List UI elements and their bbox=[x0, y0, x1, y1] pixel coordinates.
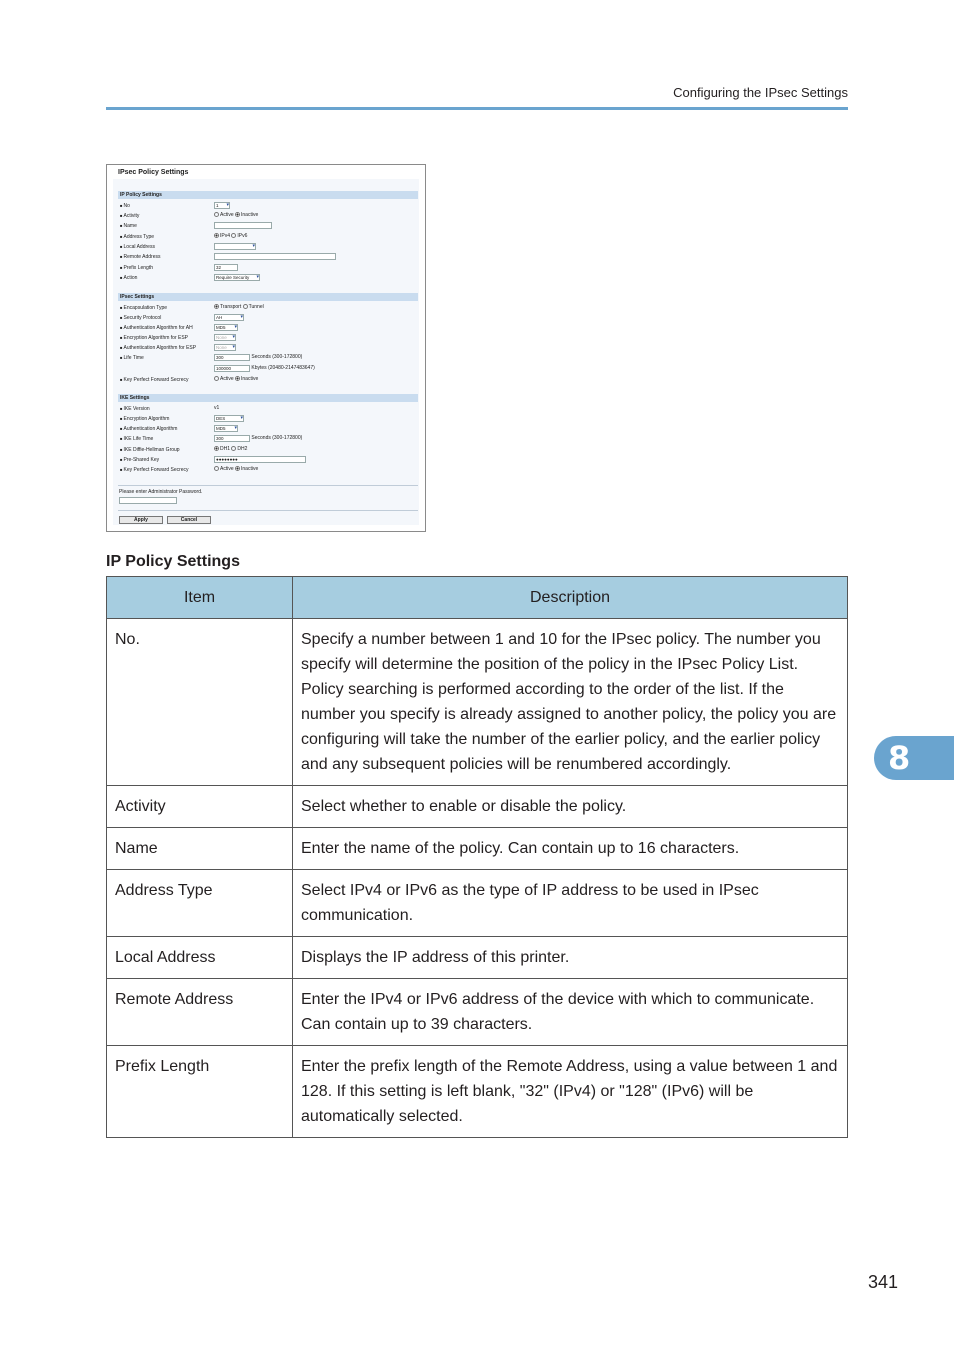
auth-ah-row: ■ Authentication Algorithm for AH MD5 ▾ bbox=[120, 324, 420, 332]
table-cell-item: Address Type bbox=[107, 870, 293, 937]
table-row bbox=[107, 870, 848, 937]
ipsec-policy-screenshot bbox=[106, 164, 426, 532]
enc-esp-select[interactable]: None ▾ bbox=[214, 334, 236, 341]
ike-pfs-active-radio[interactable] bbox=[214, 466, 219, 471]
life-kbytes-input[interactable]: 100000 bbox=[214, 365, 250, 372]
address-type-row: ■ Address Type IPv4 IPv6 bbox=[120, 233, 420, 241]
name-input[interactable] bbox=[214, 222, 272, 229]
section-heading: IP Policy Settings bbox=[106, 553, 240, 570]
table-cell-item: Name bbox=[107, 828, 293, 870]
table-cell-description: Enter the IPv4 or IPv6 address of the device with which to communicate. Can contain up to 39 characters. bbox=[293, 979, 848, 1046]
local-address-row: ■ Local Address ▾ bbox=[120, 243, 420, 251]
ip-policy-settings-table bbox=[106, 576, 848, 1138]
life-kbytes-row: 100000 Kbytes (20480-2147483647) bbox=[216, 365, 315, 371]
table-row bbox=[107, 828, 848, 870]
auth-esp-row: ■ Authentication Algorithm for ESP None ▾ bbox=[120, 344, 420, 352]
table-cell-description: Select whether to enable or disable the policy. bbox=[293, 786, 848, 828]
page-number: 341 bbox=[867, 1272, 898, 1292]
password-prompt: Please enter Administrator Password. bbox=[119, 489, 203, 495]
security-protocol-select[interactable]: AH ▾ bbox=[214, 314, 244, 321]
activity-active-radio[interactable] bbox=[214, 212, 219, 217]
life-time-input[interactable]: 300 bbox=[214, 354, 250, 361]
ike-version-row: ■ IKE Version v1 bbox=[120, 405, 420, 413]
screenshot-divider-2 bbox=[118, 510, 418, 511]
table-row bbox=[107, 1046, 848, 1138]
table-header-row bbox=[107, 577, 848, 619]
remote-address-input[interactable] bbox=[214, 253, 336, 260]
ike-dh-row: ■ IKE Diffie-Hellman Group DH1 DH2 bbox=[120, 446, 420, 454]
header-description: Description bbox=[293, 577, 848, 619]
apply-button[interactable]: Apply bbox=[119, 516, 163, 524]
ike-life-input[interactable]: 300 bbox=[214, 435, 250, 442]
table-cell-description: Specify a number between 1 and 10 for the IPsec policy. The number you specify will determine the position of the policy in the IPsec Policy List. Policy searching is performed according to the order of the list. If the number you specify is already assigned to another policy, the policy you are configuring will take the number of the earlier policy, and the earlier policy and any subsequent policies will be renumbered accordingly. bbox=[293, 619, 848, 786]
auth-ah-select[interactable]: MD5 ▾ bbox=[214, 324, 238, 331]
ike-pfs-inactive-radio[interactable] bbox=[235, 466, 240, 471]
no-row: ■ No 1 ▾ bbox=[120, 202, 420, 210]
remote-address-row: ■ Remote Address bbox=[120, 253, 420, 261]
table-cell-item: No. bbox=[107, 619, 293, 786]
psk-row: ■ Pre-Shared Key ●●●●●●●● bbox=[120, 456, 420, 464]
ike-enc-row: ■ Encryption Algorithm DES ▾ bbox=[120, 415, 420, 423]
activity-row: ■ Activity Active Inactive bbox=[120, 212, 420, 220]
table-row bbox=[107, 979, 848, 1046]
auth-esp-select[interactable]: None ▾ bbox=[214, 344, 236, 351]
table-cell-item: Prefix Length bbox=[107, 1046, 293, 1138]
ipv4-radio[interactable] bbox=[214, 233, 219, 238]
dh2-radio[interactable] bbox=[231, 446, 236, 451]
screenshot-divider bbox=[118, 485, 418, 486]
cancel-button[interactable]: Cancel bbox=[167, 516, 211, 524]
screenshot-title: IPsec Policy Settings bbox=[118, 169, 189, 176]
table-row bbox=[107, 937, 848, 979]
header-item: Item bbox=[107, 577, 293, 619]
ip-policy-section-header: IP Policy Settings bbox=[118, 191, 418, 199]
security-protocol-row: ■ Security Protocol AH ▾ bbox=[120, 314, 420, 322]
ike-enc-select[interactable]: DES ▾ bbox=[214, 415, 244, 422]
table-cell-item: Remote Address bbox=[107, 979, 293, 1046]
tunnel-radio[interactable] bbox=[243, 304, 248, 309]
running-header: Configuring the IPsec Settings bbox=[673, 85, 848, 100]
chapter-tab bbox=[874, 736, 954, 780]
table-cell-item: Local Address bbox=[107, 937, 293, 979]
table-cell-description: Select IPv4 or IPv6 as the type of IP address to be used in IPsec communication. bbox=[293, 870, 848, 937]
action-select[interactable]: Require Security ▾ bbox=[214, 274, 260, 281]
ipsec-section-header: IPsec Settings bbox=[118, 293, 418, 301]
table-cell-description: Enter the name of the policy. Can contain up to 16 characters. bbox=[293, 828, 848, 870]
transport-radio[interactable] bbox=[214, 304, 219, 309]
name-row: ■ Name bbox=[120, 222, 420, 230]
activity-inactive-radio[interactable] bbox=[235, 212, 240, 217]
table-row bbox=[107, 619, 848, 786]
prefix-length-row: ■ Prefix Length 32 bbox=[120, 264, 420, 272]
table-cell-description: Enter the prefix length of the Remote Address, using a value between 1 and 128. If this setting is left blank, "32" (IPv4) or "128" (IPv6) will be automatically selected. bbox=[293, 1046, 848, 1138]
action-row: ■ Action Require Security ▾ bbox=[120, 274, 420, 282]
ike-section-header: IKE Settings bbox=[118, 394, 418, 402]
psk-input[interactable]: ●●●●●●●● bbox=[214, 456, 306, 463]
local-address-select[interactable] bbox=[214, 243, 256, 250]
prefix-length-input[interactable]: 32 bbox=[214, 264, 238, 271]
dh1-radio[interactable] bbox=[214, 446, 219, 451]
ipsec-pfs-inactive-radio[interactable] bbox=[235, 376, 240, 381]
no-select[interactable]: 1 ▾ bbox=[214, 202, 230, 209]
table-row bbox=[107, 786, 848, 828]
admin-password-input[interactable] bbox=[119, 497, 177, 504]
ipsec-pfs-active-radio[interactable] bbox=[214, 376, 219, 381]
table-cell-description: Displays the IP address of this printer. bbox=[293, 937, 848, 979]
ipv6-radio[interactable] bbox=[231, 233, 236, 238]
chapter-number: 8 bbox=[888, 739, 911, 777]
ipsec-pfs-row: ■ Key Perfect Forward Secrecy Active Inactive bbox=[120, 376, 420, 384]
header-rule bbox=[106, 107, 848, 110]
enc-esp-row: ■ Encryption Algorithm for ESP None ▾ bbox=[120, 334, 420, 342]
encapsulation-row: ■ Encapsulation Type Transport Tunnel bbox=[120, 304, 420, 312]
ike-auth-row: ■ Authentication Algorithm MD5 ▾ bbox=[120, 425, 420, 433]
ike-life-row: ■ IKE Life Time 300 Seconds (300-172800) bbox=[120, 435, 420, 443]
table-cell-item: Activity bbox=[107, 786, 293, 828]
ike-pfs-row: ■ Key Perfect Forward Secrecy Active Inactive bbox=[120, 466, 420, 474]
life-time-row: ■ Life Time 300 Seconds (300-172800) bbox=[120, 354, 420, 362]
ike-auth-select[interactable]: MD5 ▾ bbox=[214, 425, 238, 432]
